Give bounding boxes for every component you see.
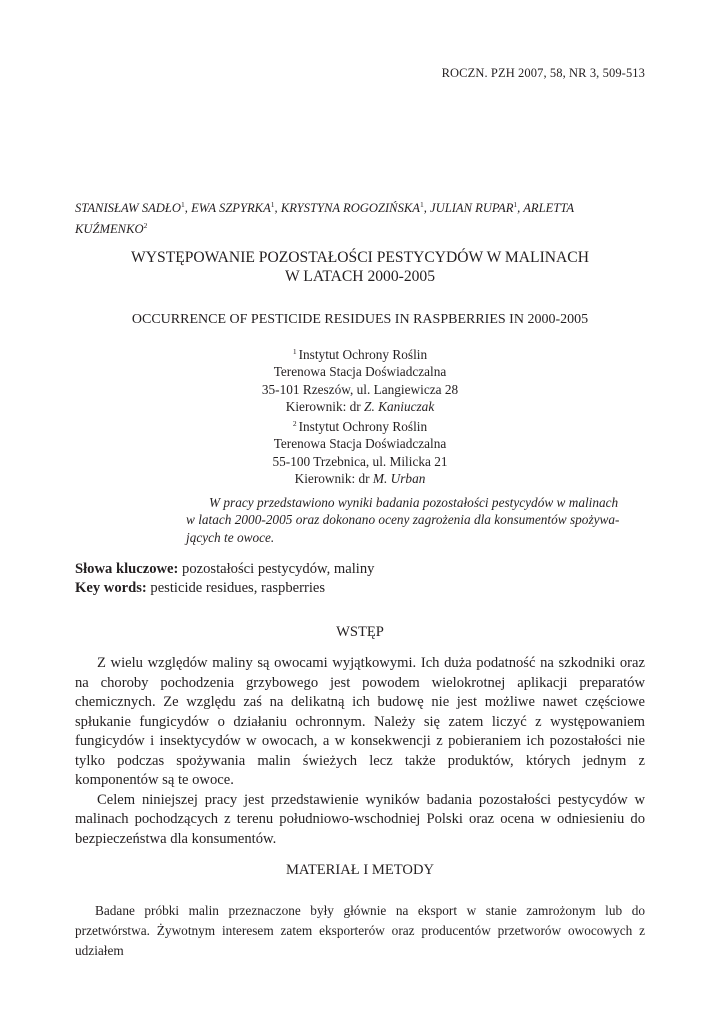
title-polish: [75, 248, 645, 286]
affiliation-2-address: 55-100 Trzebnica, ul. Milicka 21: [272, 453, 448, 469]
title-polish-line-2: W LATACH 2000-2005: [284, 268, 436, 285]
affiliation-1-head: [200, 398, 520, 415]
introduction-body: [75, 654, 645, 849]
affiliation-2-station: Terenowa Stacja Doświadczalna: [273, 436, 447, 452]
introduction-paragraph-1: Z wielu względów maliny są owocami wyjątkowymi. Ich duża podatność na szkodniki oraz na choroby pochodzenia grzybowego jest powodem wielokrotnej aplikacji preparatów chemicznych. Ze względu zaś na delikatną ich budowę nie jest możliwe nawet częściowe spłukanie fungicydów o działaniu ochronnym. Należy się zatem liczyć z występowaniem fungicydów i insektycydów w owocach, a w konsekwencji z pobieraniem ich pozostałości nie tylko podczas spożywania malin świeżych lecz także produktów, których jednym z komponentów są te owoce.: [75, 655, 645, 788]
affiliation-1-head-name: Z. Kaniuczak: [364, 398, 435, 414]
author-name: STANISŁAW SADŁO: [75, 201, 182, 215]
introduction-paragraph-2: Celem niniejszej pracy jest przedstawienie wyników badania pozostałości pestycydów w malinach pochodzących z terenu południowo-wschodniej Polski oraz ocena w odniesieniu do bezpieczeństwa dla konsumentów.: [75, 791, 645, 847]
affiliation-2-head: [200, 470, 520, 487]
title-english: OCCURRENCE OF PESTICIDE RESIDUES IN RASPBERRIES IN 2000-2005: [131, 312, 589, 327]
title-polish-line-1: WYSTĘPOWANIE POZOSTAŁOŚCI PESTYCYDÓW W MALINACH: [131, 249, 589, 266]
affiliation-2-institute: [200, 415, 520, 435]
affiliation-2-marker: 2: [292, 419, 297, 429]
affiliation-1-head-label: Kierownik: dr: [285, 398, 365, 414]
affiliation-1-marker: 1: [292, 347, 297, 356]
abstract-line-1: [186, 494, 646, 511]
author-separator: ,: [274, 201, 281, 215]
affiliation-2-head-label: Kierownik: dr: [294, 471, 373, 487]
abstract-line-2: w latach 2000-2005 oraz dokonano oceny zagrożenia dla konsumentów spożywa-: [186, 512, 620, 528]
affiliation-2-head-name: M. Urban: [372, 471, 426, 487]
keywords-english-text: pesticide residues, raspberries: [146, 580, 326, 596]
author-name: ARLETTA KUŹMENKO: [75, 201, 574, 236]
author-affiliation-marker: 1: [270, 200, 275, 209]
keywords-polish: [75, 561, 374, 578]
methods-body: [75, 901, 645, 961]
keywords-polish-label: Słowa kluczowe:: [75, 561, 179, 577]
author-separator: ,: [184, 201, 192, 215]
author-affiliation-marker: 1: [419, 200, 424, 209]
author-affiliation-marker: 1: [513, 200, 518, 209]
author-name: KRYSTYNA ROGOZIŃSKA: [280, 201, 420, 215]
author-affiliation-marker: 1: [181, 200, 185, 209]
abstract-line-3: jących te owoce.: [186, 529, 275, 545]
affiliation-1-institute-text: Instytut Ochrony Roślin: [298, 347, 428, 362]
abstract-line-1-text: W pracy przedstawiono wyniki badania pozostałości pestycydów w malinach: [209, 495, 619, 510]
abstract: [186, 494, 646, 546]
section-heading-methods: MATERIAŁ I METODY: [285, 862, 435, 878]
journal-reference: ROCZN. PZH 2007, 58, NR 3, 509-513: [441, 66, 645, 80]
author-name: EWA SZPYRKA: [191, 201, 271, 215]
author-name: JULIAN RUPAR: [430, 201, 514, 215]
affiliation-1-address: 35-101 Rzeszów, ul. Langiewicza 28: [261, 381, 459, 397]
affiliation-2-institute-text: Instytut Ochrony Roślin: [298, 419, 428, 435]
author-separator: ,: [423, 201, 431, 215]
keywords-english-label: Key words:: [75, 580, 147, 596]
author-affiliation-marker: 2: [143, 221, 148, 230]
affiliation-1-institute: [200, 343, 520, 363]
keywords-english: [75, 580, 325, 597]
author-separator: ,: [517, 201, 524, 215]
keywords-polish-text: pozostałości pestycydów, maliny: [178, 561, 375, 577]
methods-paragraph-1: Badane próbki malin przeznaczone były głównie na eksport w stanie zamrożonym lub do przetwórstwa. Żywotnym interesem zatem eksporterów oraz producentów przetworów owocowych z udziałem: [75, 903, 645, 958]
author-list: [75, 196, 645, 238]
affiliations: [200, 343, 520, 487]
section-heading-introduction: WSTĘP: [336, 624, 384, 640]
affiliation-1-station: Terenowa Stacja Doświadczalna: [273, 364, 447, 380]
